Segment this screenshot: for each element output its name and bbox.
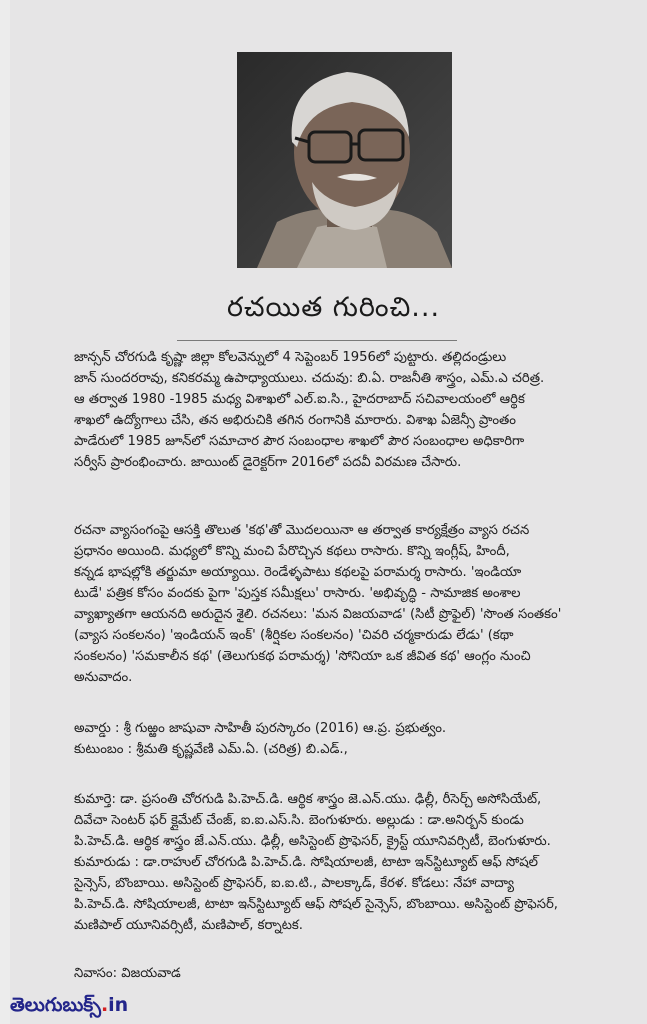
- text-line: పాడేరులో 1985 జూన్‌లో సమాచార పౌర సంబంధాల శాఖలో పౌర సంబంధాల అధికారిగా: [74, 434, 525, 449]
- biography-paragraph: [74, 347, 630, 473]
- text-line: కన్నడ భాషల్లోకి తర్జుమా అయ్యాయి. రెండేళ్ళపాటు కథలపై పరామర్శ రాసారు. 'ఇండియా: [74, 565, 522, 580]
- text-line: రచనా వ్యాసంగంపై ఆసక్తి తొలుత 'కథ'తో మొదలయినా ఆ తర్వాత కార్యక్షేత్రం వ్యాస రచన: [74, 523, 530, 538]
- text-line: టుడే' పత్రిక కోసం వందకు పైగా 'పుస్తక సమీక్షలు' రాసారు. 'అభివృద్ధి - సామాజిక అంశాల: [74, 586, 521, 601]
- text-line: మణిపాల్ యూనివర్సిటీ, మణిపాల్, కర్నాటక.: [74, 918, 303, 933]
- heading-underline: [177, 340, 457, 341]
- text-line: పి.హెచ్.డి. ఆర్థిక శాస్త్రం జే.ఎన్.యు. ఢిల్లీ, అసిస్టెంట్ ప్రొఫెసర్, క్రైస్ట్ యూనివర్సిటీ, బెంగుళూరు.: [74, 834, 551, 849]
- text-line: పి.హెచ్.డి. సోషియాలజీ, టాటా ఇన్‌స్టిట్యూట్ ఆఫ్ సోషల్ సైన్సెస్, బొంబాయి. అసిస్టెంట్ ప్రొఫెసర్,: [74, 897, 559, 912]
- text-line: సంకలనం) 'సమకాలీన కథ' (తెలుగుకథ పరామర్శ) 'సోనియా ఒక జీవిత కథ' ఆంగ్లం నుంచి: [74, 649, 531, 664]
- about-author-heading: రచయిత గురించి...: [226, 292, 441, 323]
- text-line: జాన్ సుందరరావు, కనికరమ్మ ఉపాధ్యాయులు. చదువు: బి.ఏ. రాజనీతి శాస్త్రం, ఎమ్.ఎ చరిత్ర.: [74, 371, 545, 386]
- text-line: కుమారుడు : డా.రాహుల్ చోరగుడి పి.హెచ్.డి. సోషియాలజీ, టాటా ఇన్‌స్టిట్యూట్ ఆఫ్ సోషల్: [74, 855, 538, 870]
- site-watermark-logo: [10, 994, 170, 1024]
- watermark-dot: .: [100, 994, 109, 1016]
- text-line: దివేచా సెంటర్ ఫర్ క్లైమేట్ చేంజ్, ఐ.ఐ.ఎస్.సి. బెంగుళూరు. అల్లుడు : డా.అనిర్బన్ కుండు: [74, 813, 524, 828]
- text-line: సైన్సెస్, బొంబాయి. అసిస్టెంట్ ప్రొఫెసర్, ఐ.ఐ.టి., పాలక్కాడ్, కేరళ. కోడలు: నేహా వాద్యా: [74, 876, 515, 891]
- author-portrait-image: [237, 52, 452, 268]
- family-section: [74, 789, 630, 936]
- text-line: అనువాదం.: [74, 670, 133, 685]
- author-photo: [237, 52, 452, 268]
- text-line: (వ్యాస సంకలనం) 'ఇండియన్ ఇంక్' (శీర్షికల సంకలనం) 'చివరి చర్మకారుడు లేడు' (కథా: [74, 628, 514, 643]
- watermark-suffix: in: [108, 994, 129, 1016]
- text-line: కుమార్తె: డా. ప్రసంతి చోరగుడి పి.హెచ్.డి. ఆర్థిక శాస్త్రం జె.ఎన్.యు. ఢిల్లీ, రీసెర్చ్ అసోసియేట్,: [74, 792, 542, 807]
- works-paragraph: [74, 520, 630, 688]
- text-line: ప్రధానం అయింది. మధ్యలో కొన్ని మంచి పేరొచ్చిన కథలు రాసారు. కొన్ని ఇంగ్లీష్, హిందీ,: [74, 544, 510, 559]
- text-line: శాఖలో ఉద్యోగాలు చేసి, తన అభిరుచికి తగిన రంగానికి మారారు. విశాఖ ఏజెన్సీ ప్రాంతం: [74, 413, 516, 428]
- residence-line: నివాసం: విజయవాడ: [74, 966, 181, 981]
- award-line: అవార్డు : శ్రీ గుఱ్ఱం జాషువా సాహితీ పురస్కారం (2016) ఆ.ప్ర. ప్రభుత్వం.: [74, 721, 447, 736]
- spouse-line: కుటుంబం : శ్రీమతి కృష్ణవేణి ఎమ్.ఏ. (చరిత్ర) బి.ఎడ్.,: [74, 742, 348, 757]
- watermark-prefix: తెలుగుబుక్స్: [10, 994, 101, 1016]
- awards-section: [74, 718, 630, 760]
- text-line: సర్వీస్ ప్రారంభించారు. జాయింట్ డైరెక్టర్‌గా 2016లో పదవీ విరమణ చేసారు.: [74, 455, 462, 470]
- text-line: ఆ తర్వాత 1980 -1985 మధ్య విశాఖలో ఎల్.ఐ.సి., హైదరాబాద్ సచివాలయంలో ఆర్థిక: [74, 392, 525, 407]
- text-line: జాన్సన్ చోరగుడి కృష్ణా జిల్లా కోలవెన్నులో 4 సెప్టెంబర్ 1956లో పుట్టారు. తల్లిదండ్రులు: [74, 350, 507, 365]
- text-line: వ్యాఖ్యాతగా ఆయనది అరుదైన శైలి. రచనలు: 'మన విజయవాడ' (సిటీ ప్రొఫైల్) 'సొంత సంతకం': [74, 607, 562, 622]
